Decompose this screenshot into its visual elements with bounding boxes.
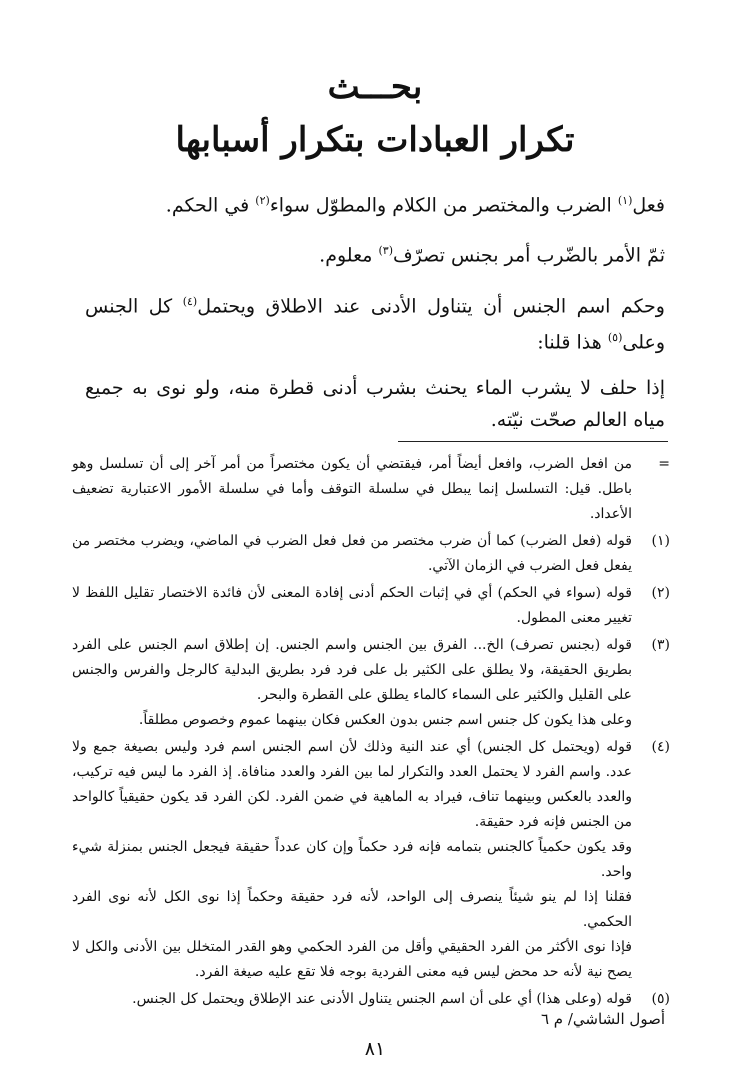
- footnotes: [72, 452, 670, 1014]
- text-run: كل الجنس وعلى: [85, 294, 665, 354]
- footnote-paragraph: فإذا نوى الأكثر من الفرد الحقيقي وأقل من الفرد الحكمي وهو القدر المتخلل بين الأدنى والكل لا يصح نية لأنه حد محض ليس فيه معنى الفردية بوجه فلا تقع عليه صيغة الفرد.: [72, 939, 632, 980]
- footnote-body: [72, 987, 632, 1012]
- footnote: [72, 987, 670, 1012]
- footnote-paragraph: قوله (بجنس تصرف) الخ... الفرق بين الجنس واسم الجنس. إن إطلاق اسم الجنس على الفرد بطريق الحقيقة، ولا يطلق على الكثير بل على فرد فرد بطريق البدلية كالرجل والفرس والجنس على القليل والكثير على السماء كالماء يطلق على القطرة والبحر.: [72, 637, 632, 703]
- footnote-paragraph: قوله (ويحتمل كل الجنس) أي عند النية وذلك لأن اسم الجنس اسم فرد وليس بصيغة جمع ولا عدد. واسم الفرد لا يحتمل العدد والتكرار لما بين الفرد والعدد منافاة. إذ الفرد ما ليس فيه تركيب، والعدد بالعكس وبينهما تناف، فيراد به الماهية في ضمن الفرد. لكن الفرد قد يكون حقيقياً كالواحد من الجنس فإنه فرد حقيقة.: [72, 739, 632, 830]
- footnote-ref: (٣): [378, 244, 393, 258]
- text-run: ثمّ الأمر بالضّرب أمر بجنس تصرّف: [392, 244, 665, 267]
- footnote-paragraph: وقد يكون حكمياً كالجنس بتمامه فإنه فرد حكماً وإن كان عدداً حقيقة فيجعل الجنس بمنزلة شيء واحد.: [72, 839, 632, 880]
- footnote-paragraph: من افعل الضرب، وافعل أيضاً أمر، فيقتضي أن يكون مختصراً من أمر آخر إلى أن تسلسل وهو باطل. قيل: التسلسل إنما يبطل في سلسلة التوقف وأما في سلسلة الأمور الاعتبارية تضعيف الأعداد.: [72, 456, 632, 522]
- main-text: [85, 185, 665, 450]
- footnote-body: [72, 633, 632, 733]
- main-paragraph-3: [85, 286, 665, 359]
- text-run: وحكم اسم الجنس أن يتناول الأدنى عند الاطلاق ويحتمل: [197, 294, 665, 317]
- footnote-marker: =: [658, 456, 670, 472]
- footnote-body: [72, 581, 632, 631]
- text-run: هذا قلنا:: [537, 331, 608, 354]
- footnote-body: [72, 452, 632, 527]
- footnote: [72, 581, 670, 631]
- footnote-paragraph: وعلى هذا يكون كل جنس اسم جنس بدون العكس فكان بينهما عموم وخصوص مطلقاً.: [138, 712, 632, 728]
- footnote-paragraph: فقلنا إذا لم ينو شيئاً ينصرف إلى الواحد، لأنه فرد حقيقة وحكماً إذا نوى الكل لأنه نوى الفرد الحكمي.: [72, 889, 632, 930]
- footnote-paragraph: قوله (فعل الضرب) كما أن ضرب مختصر من فعل فعل الضرب في الماضي، ويضرب مختصر من يفعل فعل الضرب في الزمان الآتي.: [72, 533, 632, 574]
- running-footer: أصول الشاشي/ م ٦: [540, 1010, 665, 1028]
- main-paragraph-2: [85, 235, 665, 271]
- footnote-ref: (١): [617, 194, 633, 207]
- footnote-ref: (٥): [607, 330, 623, 344]
- footnote-marker: (١): [651, 533, 670, 549]
- footnote-marker: (٢): [651, 585, 670, 601]
- footnote-paragraph: قوله (وعلى هذا) أي على أن اسم الجنس يتناول الأدنى عند الإطلاق ويحتمل كل الجنس.: [132, 991, 632, 1007]
- main-paragraph-1: [85, 185, 665, 221]
- section-title: تكرار العبادات بتكرار أسبابها: [175, 120, 575, 160]
- footnote: [72, 452, 670, 527]
- page-number: ٨١: [364, 1038, 386, 1060]
- footnote-marker: (٥): [651, 991, 670, 1007]
- footnote: [72, 633, 670, 733]
- footnote-separator: [398, 441, 668, 442]
- text-run: معلوم.: [319, 244, 379, 267]
- footnote-body: [72, 735, 632, 985]
- text-run: الضرب والمختصر من الكلام والمطوّل سواء: [269, 194, 618, 217]
- footnote-marker: (٣): [651, 637, 670, 653]
- footnote: [72, 735, 670, 985]
- footnote-ref: (٢): [255, 194, 270, 207]
- text-run: في الحكم.: [165, 194, 256, 217]
- main-paragraph-4: إذا حلف لا يشرب الماء يحنث بشرب أدنى قطرة منه، ولو نوى به جميع مياه العالم صحّت نيّته.: [85, 377, 665, 432]
- footnote-paragraph: قوله (سواء في الحكم) أي في إثبات الحكم أدنى إفادة المعنى لأن فائدة الاختصار تقليل اللفظ لا تغيير معنى المطول.: [72, 585, 632, 626]
- text-run: فعل: [632, 194, 665, 217]
- footnote: [72, 529, 670, 579]
- footnote-body: [72, 529, 632, 579]
- section-kicker: بحـــث: [327, 67, 423, 107]
- footnote-ref: (٤): [182, 294, 198, 308]
- footnote-marker: (٤): [651, 739, 670, 755]
